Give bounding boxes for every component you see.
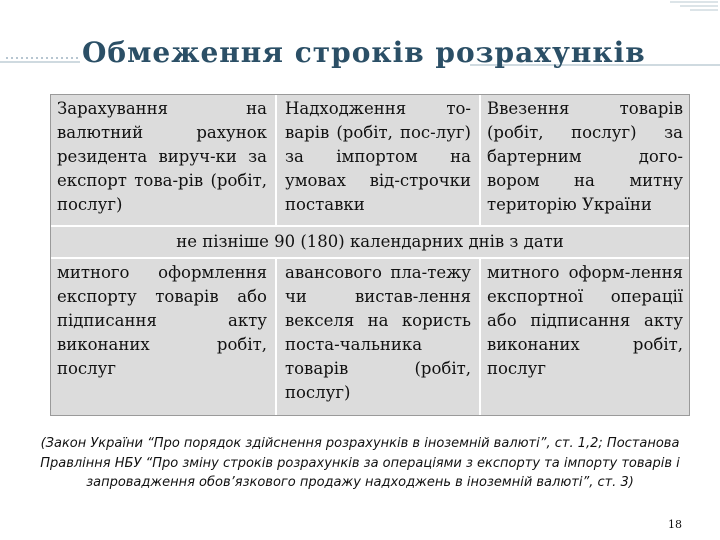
limits-table [50, 94, 690, 416]
table-column-divider [479, 95, 481, 225]
page-number: 18 [668, 518, 682, 531]
page-title: Обмеження строків розрахунків [82, 36, 646, 69]
table-column-divider [479, 259, 481, 415]
table-cell-receipt-import: Надходження то-варів (робіт, пос-луг) за імпортом на умовах від-строчки поставки [285, 99, 471, 214]
table-column-divider [275, 259, 277, 415]
table-cell-barter-import: Ввезення товарів (робіт, послуг) за бартерним дого-вором на митну територію України [487, 99, 683, 214]
source-reference: (Закон України “Про порядок здійснення розрахунків в іноземній валюті”, ст. 1,2; Постанова Правління НБУ “Про зміну строків розрахунків за операціями з експорту та імпорту товарів і запровадження обов’язкового продажу надходжень в іноземній валюті”, ст. 3) [40, 436, 680, 490]
table-deadline-row: не пізніше 90 (180) календарних днів з дати [176, 232, 564, 251]
table-cell-date-import: авансового пла-тежу чи вистав-лення векселя на користь поста-чальника товарів (робіт, послуг) [285, 263, 471, 402]
corner-decoration [660, 0, 720, 30]
table-cell-date-export: митного оформлення експорту товарів або підписання акту виконаних робіт, послуг [57, 263, 267, 378]
table-cell-date-barter: митного оформ-лення експортної операції або підписання акту виконаних робіт, послуг [487, 263, 683, 378]
table-cell-receipt-export: Зарахування на валютний рахунок резидента вируч-ки за експорт това-рів (робіт, послуг) [57, 99, 267, 214]
table-column-divider [275, 95, 277, 225]
